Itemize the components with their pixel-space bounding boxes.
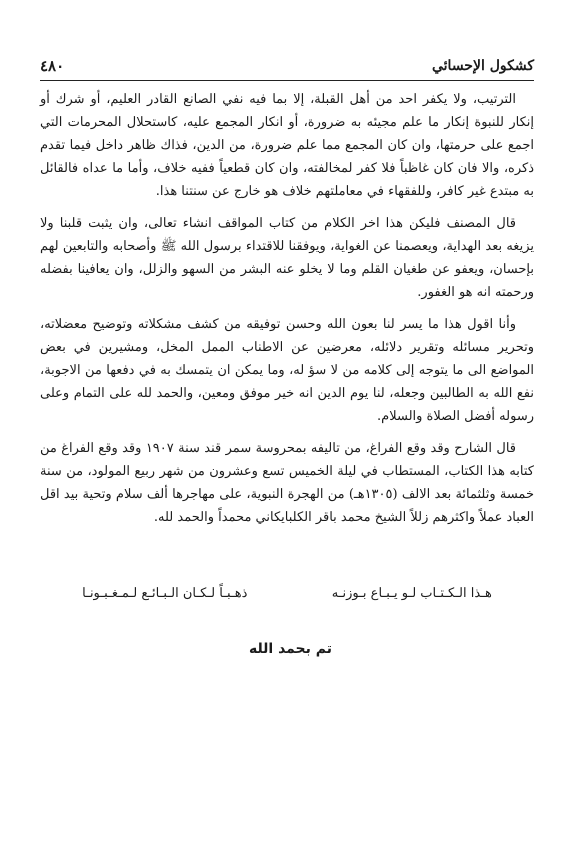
verse-first-hemistich: هـذا الـكـتـاب لـو يـبـاع بـوزنـه (331, 586, 492, 601)
body-text (40, 88, 534, 538)
running-title: كشكول الإحسائي (431, 58, 534, 74)
page-number: ٤٨٠ (40, 57, 65, 75)
poem-verse (40, 586, 534, 601)
paragraph-3: وأنا اقول هذا ما يسر لنا بعون الله وحسن توفيقه من كشف مشكلاته وتوضيح معضلاته، وتحرير مسائله وتقرير دلائله، معرضين عن الاطناب الممل المخل، ومشيرين في بعض المواضع الى ما يتوجه إلى كلامه من لا سؤ له، وما يمكن ان يتمسك به في دفعها من الاجوبة، نفع الله به الطالبين وجعله، لنا يوم الدين انه خير موفق ومعين، والحمد لله على التمام وعلى رسوله أفضل الصلاة والسلام. (40, 317, 534, 424)
closing-line: تم بحمد الله (248, 641, 333, 657)
paragraph-2: قال المصنف فليكن هذا اخر الكلام من كتاب المواقف انشاء تعالى، وان يثبت قلبنا ولا يزيغه بعد الهداية، ويعصمنا عن الغواية، ويوفقنا للاقتداء برسول الله ﷺ وأصحابه والتابعين لهم بإحسان، ويعفو عن طغيان القلم وما لا يخلو عنه البشر من السهو والزلل، وان يعافينا بفضله ورحمته انه هو الغفور. (40, 216, 534, 300)
paragraph-1: الترتيب، ولا يكفر احد من أهل القبلة، إلا بما فيه نفي الصانع القادر العليم، أو شرك أو إنكار للنبوة إنكار ما علم مجيئه به ضرورة، أو انكار المجمع عليه، كاستحلال المحرمات التي اجمع على حرمتها، وان كان المجمع مما علم ضرورة، من الدين، فذاك ظاهر داخل فيما تقدم ذكره، والا فان كان غاظباً فلا كفر لمخالفته، وان كان قطعياً ففيه خلاف، وأما ما عداه فالقائل به مبتدع غير كافر، وللفقهاء في معاملتهم خلاف هو خارج عن سنتنا هذا. (40, 92, 534, 199)
page-header (40, 54, 534, 78)
header-rule (40, 80, 534, 81)
paragraph-4: قال الشارح وقد وقع الفراغ، من تاليفه بمحروسة سمر قند سنة ١٩٠٧ وقد وقع الفراغ من كتابه هذا الكتاب، المستطاب في ليلة الخميس تسع وعشرون من شهر ربيع المولود، من سنة خمسة وثلثمائة بعد الالف (١٣٠٥هـ) من الهجرة النبوية، على مهاجرها ألف سلام وتحية بيد اقل العباد عملاً واكثرهم زللاً الشيخ محمد باقر الكلبايكاني محمداً والحمد لله. (40, 441, 534, 525)
verse-second-hemistich: ذهـبـاً لـكـان الـبـائـع لـمـغـبـونـا (82, 586, 248, 601)
